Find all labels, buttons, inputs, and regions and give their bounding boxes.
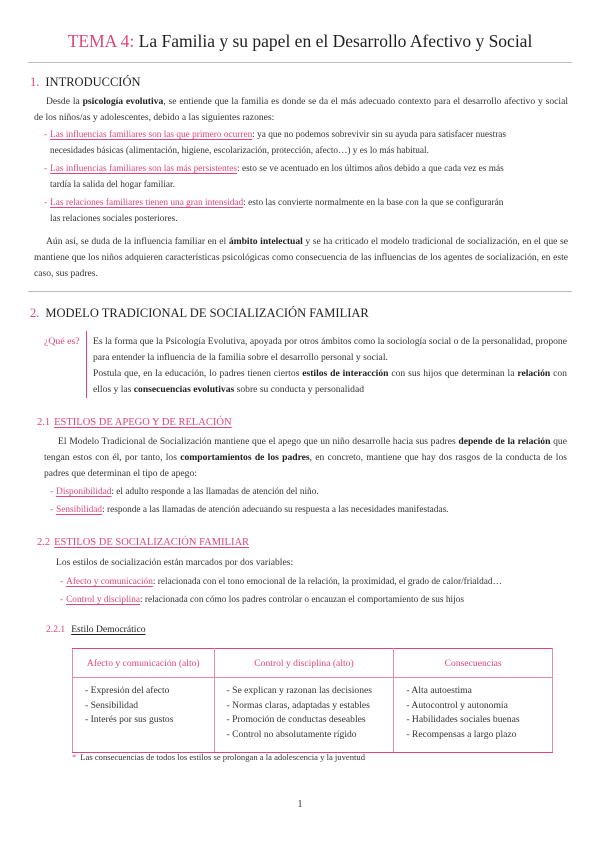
cell-item: - Normas claras, adaptadas y estables <box>226 699 370 711</box>
para-text-3: , en concreto, mantiene que hay dos rasgos de la conducta de los padres que determinan el tipo de apego: <box>44 452 567 479</box>
bullet-text: : relacionada con cómo los padres controlar o encauzan el comportamiento de sus hijos <box>139 595 464 605</box>
table-header: Control y disciplina (alto) <box>214 649 394 678</box>
title-number: TEMA 4: <box>67 31 135 51</box>
section-1-heading <box>30 75 141 90</box>
cell-item: - Autocontrol y autonomía <box>406 699 508 711</box>
intro-bullet-2 <box>44 162 504 193</box>
detail-bold-3: consecuencias evolutivas <box>133 384 235 395</box>
bullet-continuation: las relaciones sociales posteriores. <box>50 213 178 224</box>
cell-item: - Se explican y razonan las decisiones <box>226 685 372 696</box>
bullet-label: Control y disciplina <box>66 595 140 605</box>
section-2-title: MODELO TRADICIONAL DE SOCIALIZACIÓN FAMILIAR <box>45 306 369 320</box>
detail-bold-1: estilos de interacción <box>302 368 389 379</box>
variable-bullet-2 <box>60 593 464 609</box>
bullet-dash: - <box>60 577 64 587</box>
section-divider <box>28 291 572 292</box>
bullet-label: Las influencias familiares son las que primero ocurren <box>50 130 253 140</box>
subsection-2-1-heading <box>37 417 232 428</box>
closing-bold: ámbito intelectual <box>228 236 303 247</box>
cell-item: - Expresión del afecto <box>85 685 170 696</box>
bullet-continuation: tardía la salida del hogar familiar. <box>50 179 175 190</box>
closing-text-1: Aún así, se duda de la influencia familiar en el <box>46 236 229 247</box>
intro-bold: psicología evolutiva <box>82 96 164 107</box>
bullet-label: Disponibilidad <box>56 487 112 497</box>
bullet-dash: - <box>44 130 48 140</box>
table-cell <box>214 678 394 753</box>
page-title <box>0 31 600 52</box>
cell-item: - Control no absolutamente rígido <box>226 728 357 740</box>
para-bold-1: depende de la relación <box>458 436 551 447</box>
subsection-title: ESTILOS DE APEGO Y DE RELACIÓN <box>54 417 232 428</box>
democratic-style-table <box>72 648 553 753</box>
cell-item: - Promoción de conductas deseables <box>226 714 366 725</box>
intro-bullet-3 <box>44 196 503 227</box>
apego-bullet-2 <box>50 503 449 519</box>
section-1-number: 1. <box>30 75 40 89</box>
page-number: 1 <box>297 799 303 810</box>
subsection-title: ESTILOS DE SOCIALIZACIÓN FAMILIAR <box>54 537 250 548</box>
cell-item: - Recompensas a largo plazo <box>406 728 517 740</box>
section-2-heading <box>30 306 369 321</box>
table-cell <box>73 678 215 753</box>
bullet-text: : relacionada con el tono emocional de la relación, la proximidad, el grado de calor/frialdad… <box>152 577 502 587</box>
section-2-definition: Es la forma que la Psicología Evolutiva, apoyada por otros ámbitos como la sociología social o de la personalidad, propone para entender la influencia de la familia sobre el desarrollo personal y social. <box>93 336 567 363</box>
cell-item: - Alta autoestima <box>406 685 472 696</box>
subsection-number: 2.2 <box>37 537 51 548</box>
subsection-2-2-para: Los estilos de socialización están marcados por dos variables: <box>56 557 294 568</box>
variable-bullet-1 <box>60 575 502 591</box>
bullet-label: Sensibilidad <box>56 505 103 515</box>
section-1-intro <box>34 94 568 126</box>
bullet-text: : el adulto responde a las llamadas de atención del niño. <box>111 487 319 497</box>
detail-text-1: Postula que, en la educación, lo padres tienen ciertos <box>93 368 303 379</box>
bullet-continuation: necesidades básicas (alimentación, higiene, escolarización, protección, afecto…) y es lo más habitual. <box>50 145 429 156</box>
subsection-2-2-heading <box>37 537 249 548</box>
table-header: Afecto y comunicación (alto) <box>73 649 215 678</box>
table-header-row <box>73 649 553 678</box>
subsubsection-number: 2.2.1 <box>46 624 66 635</box>
footnote-marker: * <box>72 752 77 762</box>
bullet-text: : ya que no podemos sobrevivir sin su ayuda para satisfacer nuestras <box>252 130 507 140</box>
bullet-text: : responde a las llamadas de atención adecuando su respuesta a las necesidades manifestadas. <box>102 505 449 515</box>
table-header: Consecuencias <box>394 649 553 678</box>
subsubsection-title: Estilo Democrático <box>71 624 146 635</box>
bullet-text: : esto las convierte normalmente en la base con la que se configurarán <box>243 198 504 208</box>
intro-bullet-1 <box>44 128 506 159</box>
definition-bar <box>86 331 87 398</box>
bullet-dash: - <box>44 198 48 208</box>
bullet-label: Afecto y comunicación <box>66 577 153 587</box>
subsection-number: 2.1 <box>37 417 51 428</box>
bullet-dash: - <box>50 487 54 497</box>
para-text-1: El Modelo Tradicional de Socialización mantiene que el apego que un niño desarrolle hacia sus padres <box>58 436 459 447</box>
detail-text-4: sobre su conducta y personalidad <box>234 384 364 395</box>
title-text: La Familia y su papel en el Desarrollo Afectivo y Social <box>138 31 533 51</box>
cell-item: - Interés por sus gustos <box>85 714 174 725</box>
para-text-2: que tengan estos con él, por tanto, los <box>44 436 567 463</box>
para-bold-2: comportamientos de los padres <box>180 452 310 463</box>
subsection-2-1-para <box>44 434 567 482</box>
intro-text-1: Desde la <box>46 96 83 107</box>
cell-item: - Sensibilidad <box>85 699 139 711</box>
cell-item: - Habilidades sociales buenas <box>406 714 520 725</box>
apego-bullet-1 <box>50 485 319 501</box>
title-rule <box>28 62 572 63</box>
bullet-dash: - <box>50 505 54 515</box>
table-row <box>73 678 553 753</box>
bullet-label: Las relaciones familiares tienen una gran intensidad <box>50 198 244 208</box>
intro-text-2: , se entiende que la familia es donde se da el más adecuado contexto para el desarrollo afectivo y social de los niños/as y adolescentes, debido a las siguientes razones: <box>34 96 568 123</box>
bullet-text: : esto se ve acentuado en los últimos años debido a que cada vez es más <box>237 164 504 174</box>
table-cell <box>394 678 553 753</box>
detail-text-3: con ellos y las <box>93 368 567 395</box>
detail-bold-2: relación <box>517 368 551 379</box>
footnote <box>72 752 365 762</box>
bullet-label: Las influencias familiares son las más persistentes <box>50 164 238 174</box>
question-label: ¿Qué es? <box>44 336 80 347</box>
section-1-title: INTRODUCCIÓN <box>45 75 141 89</box>
section-1-closing <box>34 234 568 282</box>
detail-text-2: con sus hijos que determinan la <box>388 368 518 379</box>
bullet-dash: - <box>60 595 64 605</box>
section-2-detail <box>93 366 567 398</box>
closing-text-2: y se ha criticado el modelo tradicional de socialización, en el que se mantiene que los niños adquieren características psicológicas como consecuencia de las influencias de los agentes de socialización, en este caso, sus padres. <box>34 236 568 279</box>
footnote-text: Las consecuencias de todos los estilos se prolongan a la adolescencia y la juventud <box>80 752 365 762</box>
bullet-dash: - <box>44 164 48 174</box>
section-2-number: 2. <box>30 306 40 320</box>
subsubsection-heading <box>46 624 146 635</box>
